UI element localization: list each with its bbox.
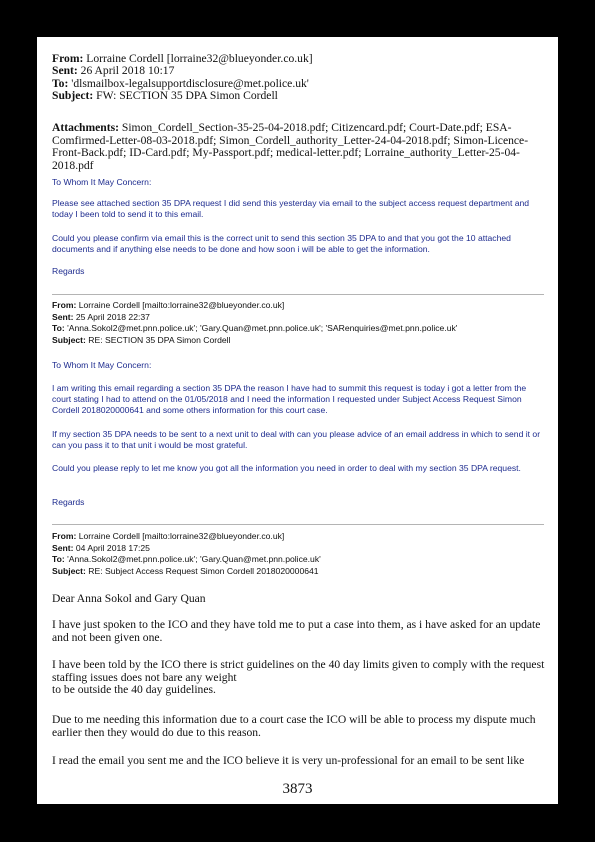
- subject-line: [52, 566, 547, 578]
- to-label: To:: [52, 76, 69, 90]
- email3-paragraph: to be outside the 40 day guidelines.: [52, 683, 216, 696]
- from-label: From:: [52, 300, 77, 310]
- email2-paragraph: Could you please reply to let me know you got all the information you need in order to deal with my section 35 DPA request.: [52, 463, 521, 473]
- page-number: 3873: [282, 781, 313, 797]
- attachments-value: Simon_Cordell_Section-35-25-04-2018.pdf; Citizencard.pdf; Court-Date.pdf; ESA-Comfirmed-Letter-08-03-2018.pdf; Simon_Cordell_authority_Letter-24-04-2018.pdf; Simon-Licence-Front-Back.pdf; ID-Card.pdf; My-Passport.pdf; medical-letter.pdf; Lorraine_authority_Letter-25-04-2018.pdf: [52, 121, 529, 172]
- sent-line: [52, 312, 547, 324]
- to-line: [52, 554, 547, 566]
- email1-greeting: To Whom It May Concern:: [52, 177, 152, 187]
- subject-label: Subject:: [52, 565, 86, 576]
- email2-paragraph: I am writing this email regarding a section 35 DPA the reason I have had to summit this request is today i got a letter from the court stating I had to attend on the 01/05/2018 and I need the information I requested under Subject Access Request Simon Cordell 2018020000641 and some others information for this court case.: [52, 383, 527, 416]
- email1-paragraph: Please see attached section 35 DPA request I did send this yesterday via email to the subject access request department and today I been told to send it to this email.: [52, 198, 530, 220]
- email2-greeting: To Whom It May Concern:: [52, 360, 152, 370]
- email-header-2: [52, 300, 547, 346]
- sent-value: 26 April 2018 10:17: [80, 64, 175, 78]
- sent-line: [52, 543, 547, 555]
- sent-label: Sent:: [52, 542, 74, 553]
- from-label: From:: [52, 531, 77, 541]
- from-value: Lorraine Cordell [lorraine32@blueyonder.co.uk]: [86, 52, 313, 65]
- from-value: Lorraine Cordell [mailto:lorraine32@blueyonder.co.uk]: [78, 300, 285, 310]
- divider: [52, 524, 544, 525]
- from-value: Lorraine Cordell [mailto:lorraine32@blueyonder.co.uk]: [78, 531, 285, 541]
- email3-salutation: Dear Anna Sokol and Gary Quan: [52, 592, 206, 605]
- sent-label: Sent:: [52, 64, 78, 78]
- attachments-line: [52, 122, 547, 172]
- sent-label: Sent:: [52, 311, 74, 322]
- email2-paragraph: If my section 35 DPA needs to be sent to a next unit to deal with can you please advice of an email address in which to send it or can you pass it to that unit i would be most grateful.: [52, 429, 541, 451]
- subject-label: Subject:: [52, 334, 86, 345]
- to-value: 'dlsmailbox-legalsupportdisclosure@met.police.uk': [71, 76, 309, 90]
- divider: [52, 294, 544, 295]
- subject-value: RE: Subject Access Request Simon Cordell 2018020000641: [88, 565, 319, 576]
- attachments-label: Attachments:: [52, 121, 119, 134]
- sent-value: 25 April 2018 22:37: [75, 311, 150, 322]
- to-label: To:: [52, 554, 65, 564]
- document-page: [37, 37, 558, 804]
- from-line: [52, 531, 547, 543]
- to-label: To:: [52, 323, 65, 333]
- email1-paragraph: Could you please confirm via email this is the correct unit to send this section 35 DPA to and that you got the 10 attached documents and if anything else needs to be done and how soon i will be able to get the information.: [52, 233, 511, 255]
- email3-paragraph: Due to me needing this information due to a court case the ICO will be able to process my dispute much earlier then they would do due to this reason.: [52, 713, 536, 739]
- subject-value: RE: SECTION 35 DPA Simon Cordell: [88, 334, 231, 345]
- email3-paragraph: I have been told by the ICO there is strict guidelines on the 40 day limits given to comply with the request staffing issues does not bare any weight: [52, 658, 545, 684]
- sent-value: 04 April 2018 17:25: [75, 542, 150, 553]
- subject-line: [52, 90, 547, 102]
- email1-signoff: Regards: [52, 266, 85, 276]
- subject-line: [52, 335, 547, 347]
- email2-signoff: Regards: [52, 497, 85, 507]
- email-header-3: [52, 531, 547, 577]
- to-line: [52, 323, 547, 335]
- to-value: 'Anna.Sokol2@met.pnn.police.uk'; 'Gary.Quan@met.pnn.police.uk'; 'SARenquiries@met.pnn.police.uk': [67, 323, 458, 333]
- email3-paragraph: I read the email you sent me and the ICO believe it is very un-professional for an email to be sent like: [52, 754, 525, 767]
- from-line: [52, 300, 547, 312]
- to-value: 'Anna.Sokol2@met.pnn.police.uk'; 'Gary.Quan@met.pnn.police.uk': [67, 554, 321, 564]
- subject-value: FW: SECTION 35 DPA Simon Cordell: [96, 89, 278, 103]
- subject-label: Subject:: [52, 89, 94, 103]
- from-label: From:: [52, 52, 84, 65]
- email3-paragraph: I have just spoken to the ICO and they have told me to put a case into them, as i have asked for an update and not been given one.: [52, 618, 541, 644]
- email-header-1: [52, 53, 547, 103]
